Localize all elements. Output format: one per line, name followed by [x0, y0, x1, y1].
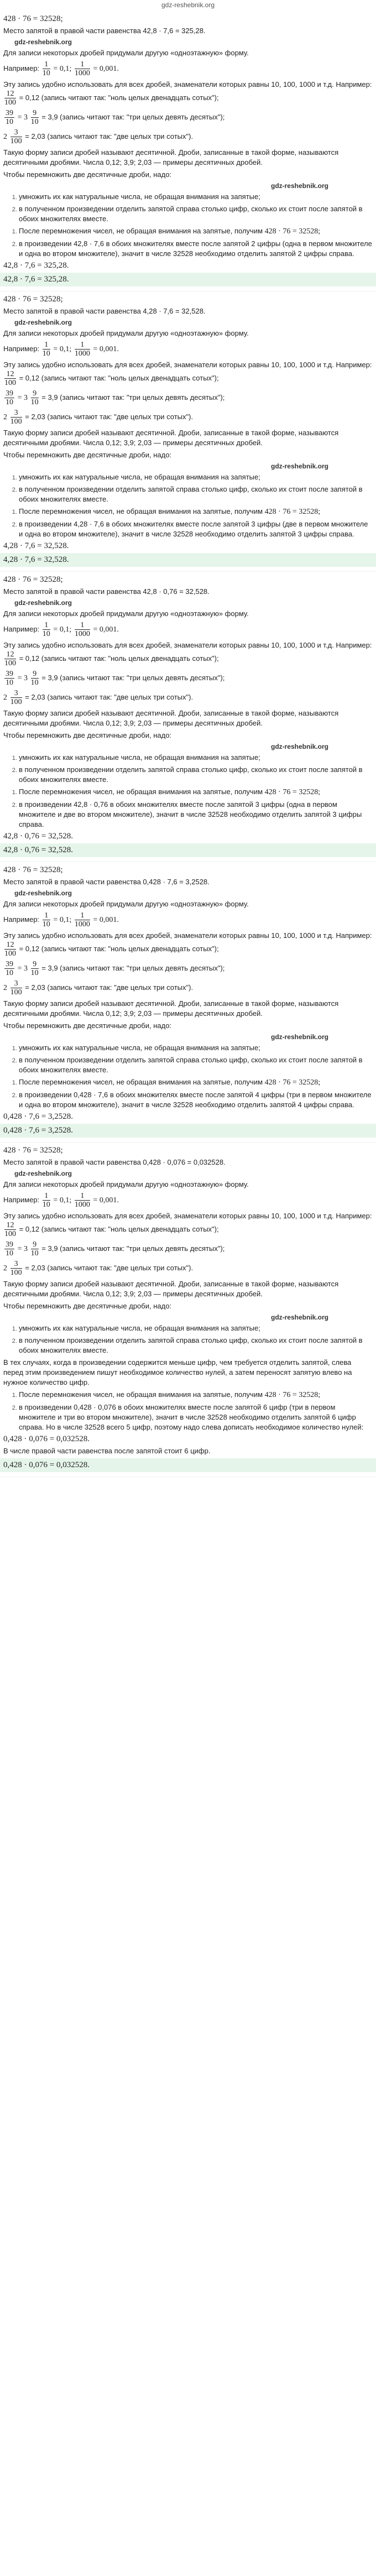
solution-section [0, 291, 376, 572]
watermark: gdz-reshebnik.org [14, 889, 72, 897]
solution-step-1: 1. После перемножения чисел, не обращая внимания на запятые, получим 428 · 76 = 32528; [19, 1390, 373, 1400]
fraction: $\frac{39}{10}$ [6, 670, 13, 687]
example-203: 2 $\frac{3}{100}$ = 2,03 (запись читают так: "две целых три сотых"). [3, 689, 194, 706]
intro-text: Для записи некоторых дробей придумали другую «одноэтажную» форму. [3, 49, 249, 57]
convenient-text: Эту запись удобно использовать для всех дробей, знаменатели которых равны 10, 100, 1000 и т.д. Например: $\frac{12}{100}$ = 0,12 (запись читают так: "ноль целых двенадцать сотых"); [3, 1212, 372, 1238]
fraction: $\frac{39}{10}$ [6, 389, 13, 406]
fraction: $\frac{1}{10}$ [42, 621, 50, 638]
final-note: В числе правой части равенства после запятой стоит 6 цифр. [3, 1447, 211, 1455]
comma-note: Место запятой в правой части равенства 4,28 · 7,6 = 32,528. [3, 307, 206, 315]
fraction: $\frac{1}{1000}$ [74, 60, 90, 77]
rule-step-2: 2. в полученном произведении отделить запятой справа столько цифр, сколько их стоит после запятой в обоих множителях вместе. [19, 1336, 373, 1355]
example-label: Например: [3, 1195, 40, 1204]
head-equation: 428 · 76 = 32528; [3, 865, 63, 874]
value: = 0,001. [93, 345, 119, 353]
fraction: $\frac{12}{100}$ [4, 1221, 16, 1238]
rule-step-2: 2. в полученном произведении отделить запятой справа столько цифр, сколько их стоит после запятой в обоих множителях вместе. [19, 484, 373, 504]
answer-box: 42,8 · 7,6 = 325,28. [0, 273, 376, 286]
solution-section [0, 1143, 376, 1477]
fraction: $\frac{9}{10}$ [30, 670, 39, 687]
fraction: $\frac{12}{100}$ [4, 370, 16, 387]
solution-step-1: 1. После перемножения чисел, не обращая внимания на запятые, получим 428 · 76 = 32528; [19, 226, 373, 237]
fraction: $\frac{9}{10}$ [30, 389, 39, 406]
watermark: gdz-reshebnik.org [14, 599, 72, 607]
example-label: Например: [3, 915, 40, 924]
value: = 0,001. [93, 1196, 119, 1204]
solution-steps [3, 787, 373, 830]
answer-box: 0,428 · 7,6 = 3,2528. [0, 1124, 376, 1138]
multiply-rule-title: Чтобы перемножить две десятичные дроби, надо: [3, 451, 172, 459]
result-equation: 42,8 · 7,6 = 325,28. [3, 261, 69, 270]
fraction: $\frac{1}{1000}$ [74, 621, 90, 638]
multiply-rule-title: Чтобы перемножить две десятичные дроби, надо: [3, 731, 172, 739]
rule-steps [3, 472, 373, 504]
example-label: Например: [3, 64, 40, 72]
fraction: $\frac{1}{10}$ [42, 911, 50, 929]
solution-step-1: 1. После перемножения чисел, не обращая внимания на запятые, получим 428 · 76 = 32528; [19, 1077, 373, 1088]
example-39: $\frac{39}{10}$ = 3 $\frac{9}{10}$ = 3,9 (запись читают так: "три целых девять десятых"); [6, 960, 225, 977]
example-203: 2 $\frac{3}{100}$ = 2,03 (запись читают так: "две целых три сотых"). [3, 979, 194, 997]
solution-steps [3, 507, 373, 539]
convenient-text: Эту запись удобно использовать для всех дробей, знаменатели которых равны 10, 100, 1000 и т.д. Например: $\frac{12}{100}$ = 0,12 (запись читают так: "ноль целых двенадцать сотых"); [3, 361, 372, 387]
fraction: $\frac{39}{10}$ [6, 109, 13, 126]
value: = 0,001. [93, 625, 119, 634]
value: = 0,1; [53, 625, 72, 634]
intro-text: Для записи некоторых дробей придумали другую «одноэтажную» форму. [3, 329, 249, 337]
decimal-form-text: Такую форму записи дробей называют десятичной. Дроби, записанные в такой форме, называются десятичными дробями. Числа 0,12; 3,9; 2,03 — примеры десятичных дробей. [3, 709, 339, 727]
rule-steps [3, 192, 373, 224]
fraction: $\frac{12}{100}$ [4, 941, 16, 958]
solution-step-2: 2. в произведении 4,28 · 7,6 в обоих множителях вместе после запятой 3 цифры (две в первом множителе и одна во втором множителе), значит в числе 32528 необходимо отделить запятой 3 цифры справа. [19, 519, 373, 539]
example-line [3, 60, 373, 77]
decimal-form-text: Такую форму записи дробей называют десятичной. Дроби, записанные в такой форме, называются десятичными дробями. Числа 0,12; 3,9; 2,03 — примеры десятичных дробей. [3, 148, 339, 166]
decimal-form-text: Такую форму записи дробей называют десятичной. Дроби, записанные в такой форме, называются десятичными дробями. Числа 0,12; 3,9; 2,03 — примеры десятичных дробей. [3, 1280, 339, 1298]
intro-text: Для записи некоторых дробей придумали другую «одноэтажную» форму. [3, 609, 249, 618]
solution-step-2: 2. в произведении 0,428 · 0,076 в обоих множителях вместе после запятой 6 цифр (три в первом множителе и три во втором множителе), значит в числе 32528 необходимо отделить запятой 6 цифр справа. Но в числе 32528 всего 5 цифр, поэтому надо слева дописать необходимое количество нулей: [19, 1402, 373, 1432]
example-203: 2 $\frac{3}{100}$ = 2,03 (запись читают так: "две целых три сотых"). [3, 1260, 194, 1277]
fraction: $\frac{12}{100}$ [4, 650, 16, 668]
convenient-text: Эту запись удобно использовать для всех дробей, знаменатели которых равны 10, 100, 1000 и т.д. Например: $\frac{12}{100}$ = 0,12 (запись читают так: "ноль целых двенадцать сотых"); [3, 931, 372, 958]
rule-steps [3, 753, 373, 785]
example-line [3, 911, 373, 929]
head-equation: 428 · 76 = 32528; [3, 295, 63, 304]
watermark: gdz-reshebnik.org [270, 182, 328, 190]
example-label: Например: [3, 344, 40, 353]
solution-section [0, 572, 376, 862]
result-equation: 42,8 · 0,76 = 32,528. [3, 832, 73, 841]
solution-steps [3, 1390, 373, 1432]
fraction: $\frac{3}{100}$ [10, 689, 22, 706]
watermark: gdz-reshebnik.org [270, 743, 328, 750]
watermark: gdz-reshebnik.org [14, 38, 72, 46]
example-label: Например: [3, 624, 40, 633]
fraction: $\frac{1}{1000}$ [74, 911, 90, 929]
answer-box: 42,8 · 0,76 = 32,528. [0, 843, 376, 857]
example-39: $\frac{39}{10}$ = 3 $\frac{9}{10}$ = 3,9 (запись читают так: "три целых девять десятых"); [6, 1240, 225, 1258]
fraction: $\frac{9}{10}$ [30, 1240, 39, 1258]
value: = 0,1; [53, 345, 72, 353]
fraction: $\frac{39}{10}$ [6, 960, 13, 977]
fraction: $\frac{1}{10}$ [42, 341, 50, 358]
rule-step-2: 2. в полученном произведении отделить запятой справа столько цифр, сколько их стоит после запятой в обоих множителях вместе. [19, 204, 373, 224]
fraction: $\frac{1}{10}$ [42, 60, 50, 77]
comma-note: Место запятой в правой части равенства 42,8 · 7,6 = 325,28. [3, 27, 206, 35]
head-equation: 428 · 76 = 32528; [3, 575, 63, 584]
example-39: $\frac{39}{10}$ = 3 $\frac{9}{10}$ = 3,9 (запись читают так: "три целых девять десятых"); [6, 670, 225, 687]
fraction: $\frac{39}{10}$ [6, 1240, 13, 1258]
rule-steps [3, 1323, 373, 1355]
solution-section [0, 11, 376, 291]
example-line [3, 341, 373, 358]
fraction: $\frac{1}{1000}$ [74, 1192, 90, 1209]
fraction: $\frac{1}{10}$ [42, 1192, 50, 1209]
value: = 0,1; [53, 64, 72, 73]
intro-text: Для записи некоторых дробей придумали другую «одноэтажную» форму. [3, 1180, 249, 1188]
extra-note: В тех случаях, когда в произведении содержится меньше цифр, чем требуется отделить запятой, слева перед этим произведением пишут необходимое количество нулей, а затем переносят запятую влево на нужное количество цифр. [3, 1358, 352, 1386]
value: = 0,1; [53, 915, 72, 924]
rule-step-1: 1. умножить их как натуральные числа, не обращая внимания на запятые; [19, 472, 373, 482]
multiply-rule-title: Чтобы перемножить две десятичные дроби, надо: [3, 170, 172, 179]
decimal-form-text: Такую форму записи дробей называют десятичной. Дроби, записанные в такой форме, называются десятичными дробями. Числа 0,12; 3,9; 2,03 — примеры десятичных дробей. [3, 999, 339, 1018]
example-line [3, 1192, 373, 1209]
head-equation: 428 · 76 = 32528; [3, 1146, 63, 1155]
fraction: $\frac{3}{100}$ [10, 979, 22, 997]
result-equation: 0,428 · 0,076 = 0,032528. [3, 1435, 90, 1443]
rule-steps [3, 1043, 373, 1075]
watermark: gdz-reshebnik.org [270, 462, 328, 470]
solution-steps [3, 1077, 373, 1110]
answer-box: 0,428 · 0,076 = 0,032528. [0, 1458, 376, 1472]
multiply-rule-title: Чтобы перемножить две десятичные дроби, надо: [3, 1021, 172, 1030]
fraction: $\frac{3}{100}$ [10, 1260, 22, 1277]
rule-step-2: 2. в полученном произведении отделить запятой справа столько цифр, сколько их стоит после запятой в обоих множителях вместе. [19, 765, 373, 785]
rule-step-1: 1. умножить их как натуральные числа, не обращая внимания на запятые; [19, 1323, 373, 1333]
comma-note: Место запятой в правой части равенства 0,428 · 7,6 = 3,2528. [3, 878, 210, 886]
fraction: $\frac{1}{1000}$ [74, 341, 90, 358]
example-39: $\frac{39}{10}$ = 3 $\frac{9}{10}$ = 3,9 (запись читают так: "три целых девять десятых"); [6, 109, 225, 126]
value: = 0,001. [93, 915, 119, 924]
solution-step-2: 2. в произведении 42,8 · 0,76 в обоих множителях вместе после запятой 3 цифры (одна в первом множителе и две во втором множителе), значит в числе 32528 необходимо отделить запятой 3 цифры справа. [19, 800, 373, 830]
example-line [3, 621, 373, 638]
solution-step-1: 1. После перемножения чисел, не обращая внимания на запятые, получим 428 · 76 = 32528; [19, 507, 373, 517]
multiply-rule-title: Чтобы перемножить две десятичные дроби, надо: [3, 1302, 172, 1310]
fraction: $\frac{3}{100}$ [10, 409, 22, 426]
result-equation: 4,28 · 7,6 = 32,528. [3, 541, 69, 550]
value: = 0,001. [93, 64, 119, 73]
solution-section [0, 862, 376, 1143]
fraction: $\frac{3}{100}$ [10, 128, 22, 145]
convenient-text: Эту запись удобно использовать для всех дробей, знаменатели которых равны 10, 100, 1000 и т.д. Например: $\frac{12}{100}$ = 0,12 (запись читают так: "ноль целых двенадцать сотых"); [3, 80, 372, 107]
rule-step-2: 2. в полученном произведении отделить запятой справа столько цифр, сколько их стоит после запятой в обоих множителях вместе. [19, 1055, 373, 1075]
convenient-text: Эту запись удобно использовать для всех дробей, знаменатели которых равны 10, 100, 1000 и т.д. Например: $\frac{12}{100}$ = 0,12 (запись читают так: "ноль целых двенадцать сотых"); [3, 641, 372, 668]
comma-note: Место запятой в правой части равенства 42,8 · 0,76 = 32,528. [3, 587, 210, 596]
fraction: $\frac{9}{10}$ [30, 960, 39, 977]
head-equation: 428 · 76 = 32528; [3, 14, 63, 23]
answer-box: 4,28 · 7,6 = 32,528. [0, 553, 376, 567]
fraction: $\frac{12}{100}$ [4, 90, 16, 107]
site-header[interactable]: gdz-reshebnik.org [161, 1, 215, 9]
watermark: gdz-reshebnik.org [14, 319, 72, 326]
rule-step-1: 1. умножить их как натуральные числа, не обращая внимания на запятые; [19, 753, 373, 763]
watermark: gdz-reshebnik.org [270, 1033, 328, 1041]
example-203: 2 $\frac{3}{100}$ = 2,03 (запись читают так: "две целых три сотых"). [3, 128, 194, 145]
decimal-form-text: Такую форму записи дробей называют десятичной. Дроби, записанные в такой форме, называются десятичными дробями. Числа 0,12; 3,9; 2,03 — примеры десятичных дробей. [3, 429, 339, 447]
watermark: gdz-reshebnik.org [14, 1170, 72, 1177]
solution-steps [3, 226, 373, 259]
example-39: $\frac{39}{10}$ = 3 $\frac{9}{10}$ = 3,9 (запись читают так: "три целых девять десятых"); [6, 389, 225, 406]
intro-text: Для записи некоторых дробей придумали другую «одноэтажную» форму. [3, 900, 249, 908]
watermark: gdz-reshebnik.org [270, 1313, 328, 1321]
rule-step-1: 1. умножить их как натуральные числа, не обращая внимания на запятые; [19, 192, 373, 202]
result-equation: 0,428 · 7,6 = 3,2528. [3, 1112, 73, 1121]
comma-note: Место запятой в правой части равенства 0,428 · 0,076 = 0,032528. [3, 1158, 226, 1166]
solution-step-2: 2. в произведении 0,428 · 7,6 в обоих множителях вместе после запятой 4 цифры (три в первом множителе и одна во втором множителе), значит в числе 32528 необходимо отделить запятой 4 цифры справа. [19, 1090, 373, 1110]
example-203: 2 $\frac{3}{100}$ = 2,03 (запись читают так: "две целых три сотых"). [3, 409, 194, 426]
fraction: $\frac{9}{10}$ [30, 109, 39, 126]
value: = 0,1; [53, 1196, 72, 1204]
solution-step-2: 2. в произведении 42,8 · 7,6 в обоих множителях вместе после запятой 2 цифры (одна в первом множителе и одна во втором множителе), значит в числе 32528 необходимо отделить запятой 2 цифры справа. [19, 239, 373, 259]
solution-step-1: 1. После перемножения чисел, не обращая внимания на запятые, получим 428 · 76 = 32528; [19, 787, 373, 797]
rule-step-1: 1. умножить их как натуральные числа, не обращая внимания на запятые; [19, 1043, 373, 1053]
